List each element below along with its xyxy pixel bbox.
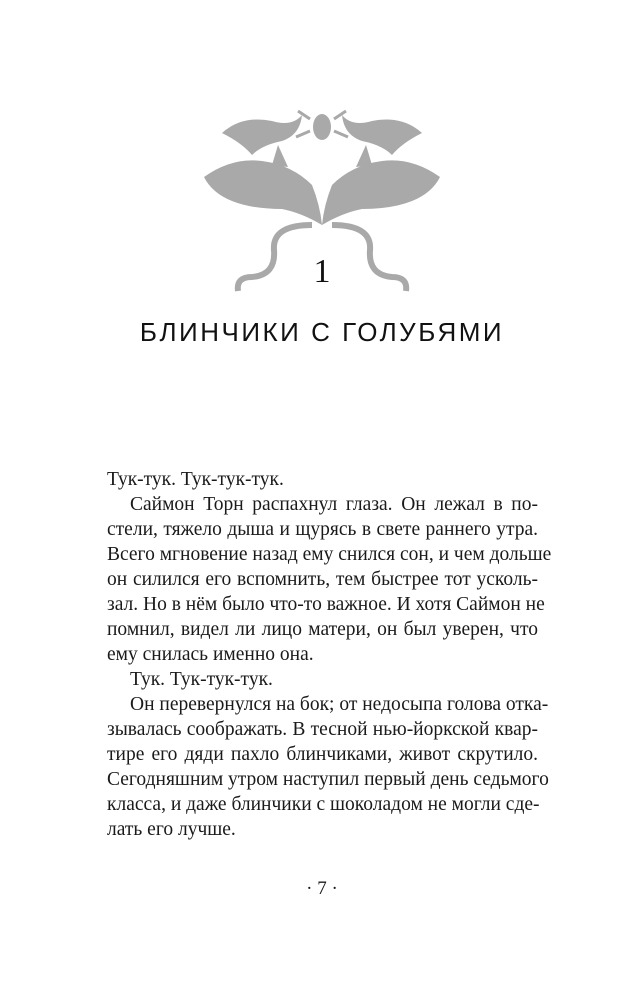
page-number: · 7 ·: [306, 878, 338, 899]
text-line: Тук-тук. Тук-тук-тук.: [107, 469, 284, 490]
text-line: стели, тяжело дыша и щурясь в свете раннего утра.: [107, 519, 538, 540]
text-line: Саймон Торн распахнул глаза. Он лежал в по-: [130, 494, 538, 515]
text-line: зывалась соображать. В тесной нью-йоркской квар-: [107, 719, 538, 740]
chapter-number: 1: [313, 253, 331, 290]
text-line: помнил, видел ли лицо матери, он был уверен, что: [107, 619, 538, 640]
text-line: зал. Но в нём было что-то важное. И хотя Саймон не: [107, 594, 545, 615]
text-line: Тук. Тук-тук-тук.: [130, 669, 273, 690]
text-line: ему снилась именно она.: [107, 644, 314, 665]
text-line: тире его дяди пахло блинчиками, живот скрутило.: [107, 744, 538, 765]
chapter-title: БЛИНЧИКИ С ГОЛУБЯМИ: [139, 317, 505, 347]
text-line: класса, и даже блинчики с шоколадом не могли сде-: [107, 794, 540, 815]
text-line: он силился его вспомнить, тем быстрее тот усколь-: [107, 569, 538, 590]
text-line: Сегодняшним утром наступил первый день седьмого: [107, 769, 549, 790]
text-line: лать его лучше.: [107, 819, 236, 840]
text-line: Всего мгновение назад ему снился сон, и чем дольше: [107, 544, 552, 565]
text-line: Он перевернулся на бок; от недосыпа голова отка-: [130, 694, 549, 715]
chapter-body-text: [107, 467, 552, 842]
